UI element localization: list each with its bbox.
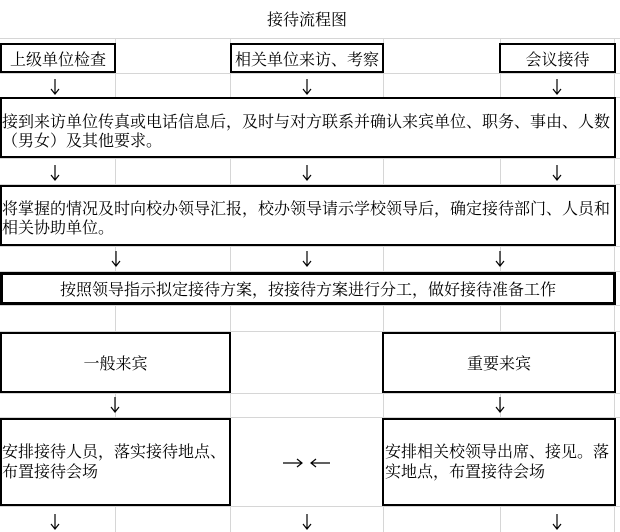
arrow-down-icon	[551, 514, 563, 530]
step-box-report-to-leadership	[0, 185, 616, 246]
arrow-down-icon	[551, 79, 563, 95]
arrow-down-icon	[49, 165, 61, 181]
box-text-line: 安排相关校领导出席、接见。落	[385, 442, 610, 461]
branch-box-important-guests	[382, 332, 616, 393]
arrow-down-icon	[49, 514, 61, 530]
arrow-down-icon	[301, 165, 313, 181]
arrow-down-icon	[301, 79, 313, 95]
box-text-line: 实地点，布置接待会场	[385, 462, 546, 481]
arrow-down-icon	[49, 79, 61, 95]
box-text-line: 将掌握的情况及时向校办领导汇报，校办领导请示学校领导后，确定接待部门、人员和	[2, 198, 611, 218]
arrow-down-icon	[551, 165, 563, 181]
box-text-line: 接到来访单位传真或电话信息后，及时与对方联系并确认来宾单位、职务、事由、人数	[2, 111, 611, 131]
arrow-down-icon	[494, 397, 506, 413]
step-box-reception-plan	[0, 272, 616, 305]
box-text-line: （男女）及其他要求。	[2, 130, 163, 150]
arrow-down-icon	[301, 251, 313, 267]
box-text: 上级单位检查	[9, 49, 106, 69]
arrow-down-icon	[301, 514, 313, 530]
box-text-block	[2, 112, 610, 150]
box-text-line: 布置接待会场	[2, 462, 99, 481]
arrow-down-icon	[494, 251, 506, 267]
box-text: 相关单位来访、考察	[234, 49, 379, 69]
flowchart-title: 接待流程图	[266, 10, 347, 29]
box-text: 一般来宾	[83, 354, 148, 373]
action-box-general-guests	[0, 418, 231, 506]
box-text-line: 安排接待人员，落实接待地点、	[2, 442, 227, 461]
box-text: 重要来宾	[466, 354, 531, 373]
action-box-important-guests	[382, 418, 616, 506]
box-text-line: 相关协助单位。	[2, 217, 115, 237]
source-box-visiting-units	[230, 43, 384, 73]
box-text: 会议接待	[525, 49, 590, 69]
arrow-right-icon	[283, 457, 303, 469]
source-box-superior-inspection	[0, 43, 116, 73]
source-box-meeting-reception	[499, 43, 616, 73]
box-text-block	[2, 199, 610, 237]
arrow-left-icon	[310, 457, 330, 469]
step-box-receive-notice	[0, 97, 616, 158]
box-text-line: 按照领导指示拟定接待方案，按接待方案进行分工，做好接待准备工作	[59, 280, 556, 299]
arrow-down-icon	[110, 251, 122, 267]
box-text-block	[385, 442, 609, 482]
arrow-down-icon	[109, 397, 121, 413]
branch-box-general-guests	[0, 332, 231, 393]
box-text-block	[2, 442, 226, 482]
